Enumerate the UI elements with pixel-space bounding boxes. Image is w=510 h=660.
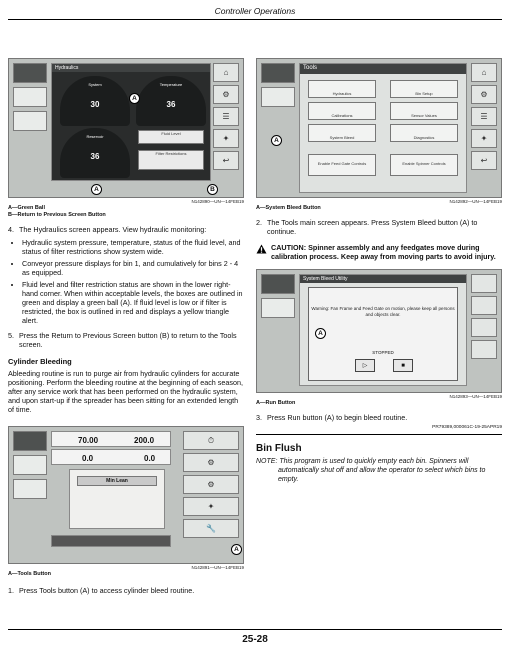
system-bleed-screenshot bbox=[256, 269, 502, 393]
figure-legend bbox=[8, 571, 244, 578]
sidebar-button bbox=[13, 479, 47, 499]
callout-a: A bbox=[91, 184, 102, 195]
right-toolbar bbox=[213, 63, 239, 170]
image-id: N142890—UN—14FEB19 bbox=[191, 199, 244, 204]
panel-title: System Bleed Utility bbox=[300, 275, 466, 283]
hydraulic-bullets bbox=[22, 238, 244, 325]
stop-button[interactable]: ■ bbox=[393, 359, 413, 372]
bullet-item: • Fluid level and filter restriction status are shown in the lower right-hand corner. When within acceptable levels, the boxes are outlined in green and display a green ball (A). If fluid level is low or if filter is restricted, the box is outlined in red and displays a yellow triangle alert. bbox=[22, 280, 244, 325]
panel-title: Hydraulics bbox=[52, 64, 210, 72]
rate-row-2 bbox=[51, 449, 171, 465]
step-number: 1. bbox=[8, 586, 14, 595]
cylinder-bleeding-text: Ableeding routine is run to purge air from hydraulic cylinders for accurate positioning. Perform the bleeding routine at the beginning of each season, after any service work that has been performed on the hydraulic system, and upon start-up if the spreader has been sitting for an extended length of time. bbox=[8, 369, 243, 414]
figure-legend bbox=[256, 400, 502, 407]
gauge-label: Reservoir bbox=[86, 134, 104, 139]
toolbar-button[interactable] bbox=[471, 340, 497, 359]
right-toolbar bbox=[183, 431, 239, 538]
image-id: N142891—UN—14FEB19 bbox=[191, 565, 244, 570]
legend-item: A—Green Ball bbox=[8, 205, 45, 211]
sidebar-button bbox=[13, 63, 47, 83]
step-number: 4. bbox=[8, 225, 14, 234]
step-text: Press Run button (A) to begin bleed routine. bbox=[267, 413, 408, 422]
step-number: 5. bbox=[8, 331, 14, 340]
system-bleed-button[interactable]: System Bleed bbox=[308, 124, 376, 142]
dialog-text: Warning: Fan Frame and Feed Gate on motion, please keep all persons and objects clear. bbox=[311, 306, 455, 317]
sidebar-button bbox=[13, 111, 47, 131]
sidebar-button bbox=[261, 274, 295, 294]
spreader-graphic bbox=[69, 469, 165, 529]
legend-item: A—Run Button bbox=[256, 400, 296, 406]
toolbar-button[interactable]: ✦ bbox=[183, 497, 239, 516]
fluid-level-box bbox=[138, 130, 204, 144]
legend-item: A—System Bleed Button bbox=[256, 205, 321, 211]
page-number: 25-28 bbox=[242, 634, 268, 645]
bin-flush-note: NOTE: This program is used to quickly empty each bin. Spinners will automatically shut off and allow the operator to select which bins to empty. bbox=[256, 458, 486, 483]
callout-b: B bbox=[207, 184, 218, 195]
figure-main-screen bbox=[8, 426, 244, 578]
step-5 bbox=[8, 331, 244, 349]
value-left: 0.0 bbox=[82, 454, 94, 463]
document-reference: PR79389,000061C-19-25APR19 bbox=[432, 425, 502, 430]
sidebar-button bbox=[13, 87, 47, 107]
cylinder-bleeding-heading: Cylinder Bleeding bbox=[8, 357, 72, 366]
toolbar-button[interactable] bbox=[471, 296, 497, 315]
sensor-values-tile[interactable]: Sensor Values bbox=[390, 102, 458, 120]
enable-feed-gate-tile[interactable]: Enable Feed Gate Controls bbox=[308, 154, 376, 176]
right-toolbar bbox=[471, 274, 497, 359]
hydraulics-tile[interactable]: Hydraulics bbox=[308, 80, 376, 98]
enable-spinner-tile[interactable]: Enable Spinner Controls bbox=[390, 154, 458, 176]
step-3 bbox=[256, 413, 502, 422]
toolbar-button[interactable]: ⌂ bbox=[213, 63, 239, 82]
sidebar bbox=[261, 274, 295, 388]
step-text: Press Tools button (A) to access cylinder bleed routine. bbox=[19, 586, 195, 595]
gauge-value: 30 bbox=[90, 100, 100, 109]
figure-legend bbox=[256, 205, 502, 212]
value-left: 70.00 bbox=[78, 436, 99, 445]
section-divider bbox=[256, 434, 502, 435]
callout-a: A bbox=[271, 135, 282, 146]
value-right: 200.0 bbox=[134, 436, 155, 445]
bullet-item: • Hydraulic system pressure, temperature, status of the fluid level, and status of filter restrictions show system wide. bbox=[22, 238, 244, 256]
run-button[interactable]: ▷ bbox=[355, 359, 375, 372]
return-to-previous-screen-button[interactable]: ↩ bbox=[213, 151, 239, 170]
legend-item: B—Return to Previous Screen Button bbox=[8, 212, 106, 218]
sidebar bbox=[13, 431, 47, 559]
legend-item: A—Tools Button bbox=[8, 571, 51, 577]
step-1 bbox=[8, 586, 244, 595]
tools-panel bbox=[299, 63, 467, 193]
toolbar-button[interactable] bbox=[471, 318, 497, 337]
figure-system-bleed bbox=[256, 269, 502, 407]
bleed-status: STOPPED bbox=[372, 350, 394, 355]
left-column bbox=[8, 20, 244, 595]
step-text: The Hydraulics screen appears. View hydraulic monitoring: bbox=[19, 225, 207, 234]
sidebar-button bbox=[13, 455, 47, 475]
filter-restrictions-box bbox=[138, 150, 204, 170]
toolbar-button[interactable]: ↩ bbox=[471, 151, 497, 170]
tools-button[interactable]: 🔧 bbox=[183, 519, 239, 538]
image-id: N142893—UN—14FEB19 bbox=[449, 394, 502, 399]
toolbar-button[interactable]: ⚙ bbox=[183, 453, 239, 472]
hydraulics-panel bbox=[51, 63, 211, 181]
step-4 bbox=[8, 225, 244, 234]
caution-notice bbox=[256, 243, 502, 261]
callout-a: A bbox=[231, 544, 242, 555]
value-right: 0.0 bbox=[144, 454, 156, 463]
warning-icon bbox=[256, 244, 267, 254]
sidebar bbox=[261, 63, 295, 193]
temperature-gauge bbox=[136, 76, 206, 126]
reservoir-gauge bbox=[60, 128, 130, 178]
toolbar-button[interactable]: ⌂ bbox=[471, 63, 497, 82]
gauge-label: System bbox=[88, 82, 102, 87]
bin-setup-tile[interactable]: Bin Setup bbox=[390, 80, 458, 98]
callout-a: A bbox=[129, 93, 140, 104]
step-text: Press the Return to Previous Screen button (B) to return to the Tools screen. bbox=[19, 331, 237, 349]
sidebar-button bbox=[261, 298, 295, 318]
fluid-level-label: Fluid Level bbox=[161, 131, 181, 136]
hydraulics-screenshot bbox=[8, 58, 244, 198]
right-toolbar bbox=[471, 63, 497, 170]
image-id: N142892—UN—14FEB19 bbox=[449, 199, 502, 204]
gauge-value: 36 bbox=[166, 100, 176, 109]
toolbar-button[interactable]: ☰ bbox=[471, 107, 497, 126]
toolbar-button[interactable]: ⚙ bbox=[183, 475, 239, 494]
sidebar-button bbox=[261, 87, 295, 107]
tools-screenshot bbox=[256, 58, 502, 198]
callout-a: A bbox=[315, 328, 326, 339]
sidebar bbox=[13, 63, 47, 193]
toolbar-button[interactable] bbox=[471, 274, 497, 293]
caution-text: CAUTION: Spinner assembly and any feedgates move during calibration process. Keep away from moving parts to avoid injury. bbox=[271, 243, 496, 261]
toolbar-button[interactable]: ✦ bbox=[213, 129, 239, 148]
toolbar-button[interactable]: ⚙ bbox=[471, 85, 497, 104]
figure-hydraulics bbox=[8, 58, 244, 219]
filter-label: Filter Restrictions bbox=[155, 151, 187, 156]
bin-flush-heading: Bin Flush bbox=[256, 443, 302, 454]
step-number: 2. bbox=[256, 218, 262, 227]
main-screen-screenshot bbox=[8, 426, 244, 564]
panel-title: Tools bbox=[300, 64, 466, 74]
diagnostics-tile[interactable]: Diagnostics bbox=[390, 124, 458, 142]
section-header: Controller Operations bbox=[214, 6, 296, 16]
footer-rule bbox=[8, 629, 502, 630]
rate-row-1 bbox=[51, 431, 171, 447]
toolbar-button[interactable]: ☰ bbox=[213, 107, 239, 126]
step-number: 3. bbox=[256, 413, 262, 422]
system-gauge bbox=[60, 76, 130, 126]
gauge-label: Temperature bbox=[159, 82, 183, 87]
right-column bbox=[256, 20, 502, 484]
warning-dialog bbox=[308, 287, 458, 381]
calibrations-tile[interactable]: Calibrations bbox=[308, 102, 376, 120]
mode-label: Min Lean bbox=[77, 476, 157, 486]
sidebar-button bbox=[261, 63, 295, 83]
toolbar-button[interactable]: ✦ bbox=[471, 129, 497, 148]
sidebar-button bbox=[13, 431, 47, 451]
bullet-item: • Conveyor pressure displays for bin 1, and cumulatively for bins 2 - 4 as equipped. bbox=[22, 259, 244, 277]
figure-tools bbox=[256, 58, 502, 212]
toolbar-button[interactable]: ⏱ bbox=[183, 431, 239, 450]
bottom-bar bbox=[51, 535, 171, 547]
step-2 bbox=[256, 218, 502, 236]
step-text: The Tools main screen appears. Press System Bleed button (A) to continue. bbox=[267, 218, 478, 236]
gauge-value: 36 bbox=[90, 152, 100, 161]
figure-legend bbox=[8, 205, 244, 219]
toolbar-button[interactable]: ⚙ bbox=[213, 85, 239, 104]
